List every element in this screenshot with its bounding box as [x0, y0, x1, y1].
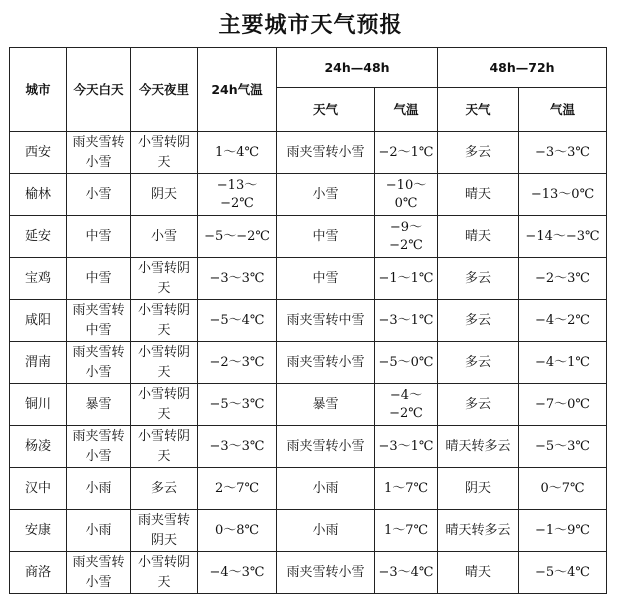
cell-temp24: −2～3℃: [198, 342, 277, 384]
cell-weather-72: 多云: [438, 300, 519, 342]
cell-today-day: 中雪: [67, 258, 131, 300]
cell-temp-72: −13～0℃: [519, 174, 607, 216]
table-row: [10, 468, 607, 510]
cell-weather-48: 小雪: [277, 174, 375, 216]
cell-temp-48: 1～7℃: [375, 468, 438, 510]
cell-temp24: −5～3℃: [198, 384, 277, 426]
cell-city: 宝鸡: [10, 258, 67, 300]
cell-weather-48: 雨夹雪转中雪: [277, 300, 375, 342]
cell-temp-48: −3～1℃: [375, 426, 438, 468]
cell-today-night: 小雪转阴天: [131, 132, 198, 174]
cell-temp24: −3～3℃: [198, 258, 277, 300]
cell-temp-72: −1～9℃: [519, 510, 607, 552]
cell-weather-72: 多云: [438, 258, 519, 300]
cell-weather-48: 中雪: [277, 216, 375, 258]
table-row: [10, 384, 607, 426]
header-today-day: 今天白天: [67, 48, 131, 132]
table-body: [10, 132, 607, 594]
cell-temp24: −5～−2℃: [198, 216, 277, 258]
header-temp-72: 气温: [519, 88, 607, 132]
cell-city: 安康: [10, 510, 67, 552]
cell-temp-72: −5～4℃: [519, 552, 607, 594]
cell-today-day: 暴雪: [67, 384, 131, 426]
cell-today-day: 小雪: [67, 174, 131, 216]
cell-today-day: 雨夹雪转小雪: [67, 132, 131, 174]
cell-today-night: 多云: [131, 468, 198, 510]
header-group-72: 48h—72h: [438, 48, 607, 88]
cell-today-day: 雨夹雪转小雪: [67, 552, 131, 594]
cell-city: 榆林: [10, 174, 67, 216]
cell-today-day: 中雪: [67, 216, 131, 258]
cell-today-night: 小雪转阴天: [131, 342, 198, 384]
table-row: [10, 174, 607, 216]
cell-today-day: 雨夹雪转中雪: [67, 300, 131, 342]
table-row: [10, 258, 607, 300]
cell-city: 咸阳: [10, 300, 67, 342]
header-group-48: 24h—48h: [277, 48, 438, 88]
table-row: [10, 426, 607, 468]
cell-today-night: 小雪转阴天: [131, 258, 198, 300]
cell-city: 汉中: [10, 468, 67, 510]
cell-today-night: 小雪转阴天: [131, 552, 198, 594]
cell-today-night: 小雪转阴天: [131, 300, 198, 342]
cell-temp24: −5～4℃: [198, 300, 277, 342]
cell-temp-48: 1～7℃: [375, 510, 438, 552]
cell-city: 渭南: [10, 342, 67, 384]
cell-weather-48: 小雨: [277, 468, 375, 510]
cell-temp24: −4～3℃: [198, 552, 277, 594]
weather-table: [9, 47, 607, 594]
cell-weather-48: 雨夹雪转小雪: [277, 426, 375, 468]
cell-today-day: 雨夹雪转小雪: [67, 426, 131, 468]
cell-city: 延安: [10, 216, 67, 258]
cell-temp-48: −1～1℃: [375, 258, 438, 300]
header-temp24: 24h气温: [198, 48, 277, 132]
cell-weather-48: 雨夹雪转小雪: [277, 132, 375, 174]
cell-weather-48: 暴雪: [277, 384, 375, 426]
cell-temp-48: −3～1℃: [375, 300, 438, 342]
cell-today-night: 小雪转阴天: [131, 426, 198, 468]
cell-temp-48: −9～−2℃: [375, 216, 438, 258]
cell-temp24: 2～7℃: [198, 468, 277, 510]
cell-weather-72: 晴天: [438, 174, 519, 216]
cell-temp-48: −4～−2℃: [375, 384, 438, 426]
cell-city: 杨凌: [10, 426, 67, 468]
cell-temp-48: −3～4℃: [375, 552, 438, 594]
header-weather-72: 天气: [438, 88, 519, 132]
cell-weather-72: 晴天转多云: [438, 426, 519, 468]
cell-today-day: 雨夹雪转小雪: [67, 342, 131, 384]
cell-weather-72: 晴天: [438, 216, 519, 258]
cell-temp24: −3～3℃: [198, 426, 277, 468]
cell-temp-72: −5～3℃: [519, 426, 607, 468]
cell-today-night: 小雪: [131, 216, 198, 258]
table-row: [10, 552, 607, 594]
header-today-night: 今天夜里: [131, 48, 198, 132]
table-row: [10, 216, 607, 258]
cell-today-night: 小雪转阴天: [131, 384, 198, 426]
cell-today-day: 小雨: [67, 510, 131, 552]
table-row: [10, 342, 607, 384]
header-weather-48: 天气: [277, 88, 375, 132]
cell-today-day: 小雨: [67, 468, 131, 510]
cell-weather-48: 小雨: [277, 510, 375, 552]
header-temp-48: 气温: [375, 88, 438, 132]
header-city: 城市: [10, 48, 67, 132]
cell-temp24: −13～−2℃: [198, 174, 277, 216]
cell-temp24: 1～4℃: [198, 132, 277, 174]
cell-weather-72: 晴天转多云: [438, 510, 519, 552]
cell-temp-48: −5～0℃: [375, 342, 438, 384]
cell-weather-72: 多云: [438, 384, 519, 426]
cell-weather-48: 雨夹雪转小雪: [277, 552, 375, 594]
cell-temp-72: −7～0℃: [519, 384, 607, 426]
table-row: [10, 132, 607, 174]
cell-temp24: 0～8℃: [198, 510, 277, 552]
page-title: 主要城市天气预报: [218, 13, 403, 38]
cell-weather-48: 雨夹雪转小雪: [277, 342, 375, 384]
cell-weather-72: 多云: [438, 342, 519, 384]
cell-city: 西安: [10, 132, 67, 174]
cell-temp-72: −4～2℃: [519, 300, 607, 342]
cell-weather-48: 中雪: [277, 258, 375, 300]
cell-weather-72: 阴天: [438, 468, 519, 510]
cell-city: 商洛: [10, 552, 67, 594]
cell-weather-72: 晴天: [438, 552, 519, 594]
cell-temp-72: 0～7℃: [519, 468, 607, 510]
cell-temp-48: −10～0℃: [375, 174, 438, 216]
table-row: [10, 510, 607, 552]
cell-today-night: 阴天: [131, 174, 198, 216]
cell-temp-72: −2～3℃: [519, 258, 607, 300]
cell-weather-72: 多云: [438, 132, 519, 174]
table-row: [10, 300, 607, 342]
cell-temp-72: −3～3℃: [519, 132, 607, 174]
cell-temp-72: −14～−3℃: [519, 216, 607, 258]
cell-temp-48: −2～1℃: [375, 132, 438, 174]
cell-city: 铜川: [10, 384, 67, 426]
cell-today-night: 雨夹雪转阴天: [131, 510, 198, 552]
cell-temp-72: −4～1℃: [519, 342, 607, 384]
